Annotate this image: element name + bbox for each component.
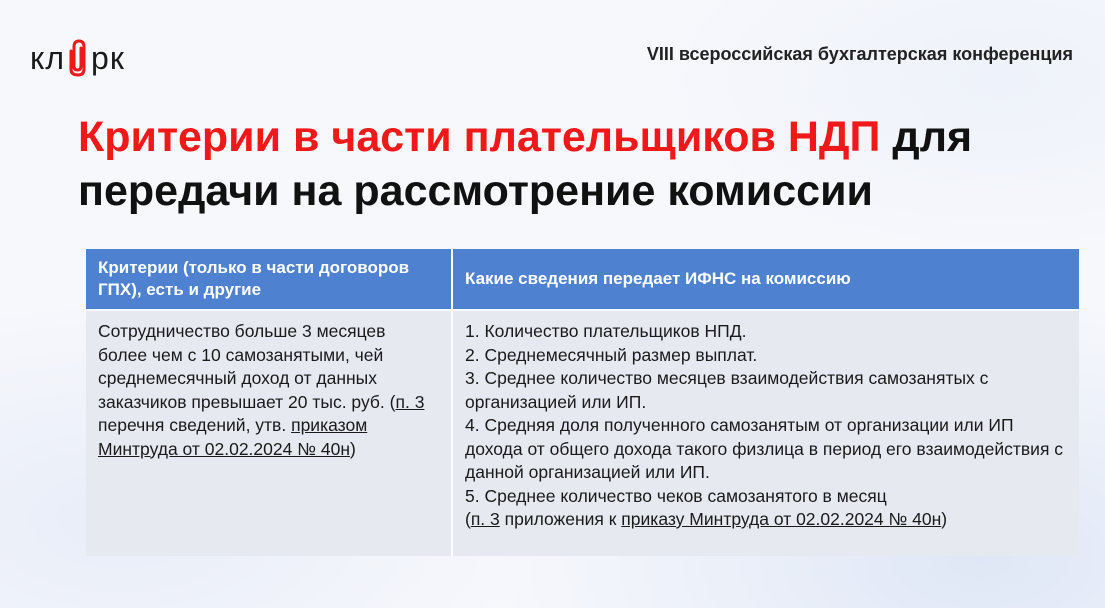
table-header-info: Какие сведения передает ИФНС на комиссию — [452, 249, 1079, 310]
list-item: 5. Среднее количество чеков самозанятого в месяц — [465, 485, 887, 506]
ref-text: перечня сведений, утв. — [98, 415, 292, 435]
ref-link-item3[interactable]: п. 3 — [395, 391, 425, 412]
conference-title: VIII всероссийская бухгалтерская конференция — [646, 44, 1073, 64]
ref-link-order[interactable]: приказом Минтруда от 02.02.2024 № 40н — [98, 415, 368, 459]
ref-paren-close: ) — [349, 438, 356, 459]
ref-paren-open: ( — [465, 509, 471, 529]
info-cell — [452, 310, 1079, 556]
ref-link-item3[interactable]: п. 3 — [470, 509, 500, 529]
table-header-row — [86, 249, 1079, 310]
ref-paren-close: ) — [941, 509, 948, 529]
info-reference — [465, 508, 1067, 532]
list-item: 1. Количество плательщиков НПД. — [465, 321, 747, 341]
list-item: 4. Средняя доля полученного самозанятым от организации или ИП дохода от общего дохода такого физлица в период его взаимодействия с данной организацией или ИП. — [465, 415, 1064, 482]
criteria-cell — [86, 310, 452, 556]
slide-title — [78, 110, 1068, 218]
slide-title-highlight: Критерии в части плательщиков НДП — [78, 113, 881, 161]
ref-text: приложения к — [499, 509, 622, 529]
paperclip-icon — [66, 38, 90, 78]
logo-text-left: кл — [30, 39, 66, 76]
logo-text-right: рк — [91, 39, 125, 76]
slide-title-rest: для передачи на рассмотрение комиссии — [78, 113, 973, 215]
list-item: 2. Среднемесячный размер выплат. — [465, 344, 758, 365]
list-item: 3. Среднее количество месяцев взаимодействия самозанятых с организацией или ИП. — [465, 368, 989, 412]
table-row — [86, 310, 1079, 556]
criteria-text: Сотрудничество больше 3 месяцев более чем с 10 самозанятыми, чей среднемесячный доход от данных заказчиков превышает 20 тыс. руб. — [98, 321, 386, 412]
klerk-logo[interactable] — [30, 36, 125, 80]
table-header-criteria: Критерии (только в части договоров ГПХ), есть и другие — [86, 249, 452, 310]
ref-link-order[interactable]: приказу Минтруда от 02.02.2024 № 40н — [621, 509, 942, 529]
ref-paren-open: ( — [389, 391, 396, 412]
criteria-table — [86, 249, 1079, 556]
